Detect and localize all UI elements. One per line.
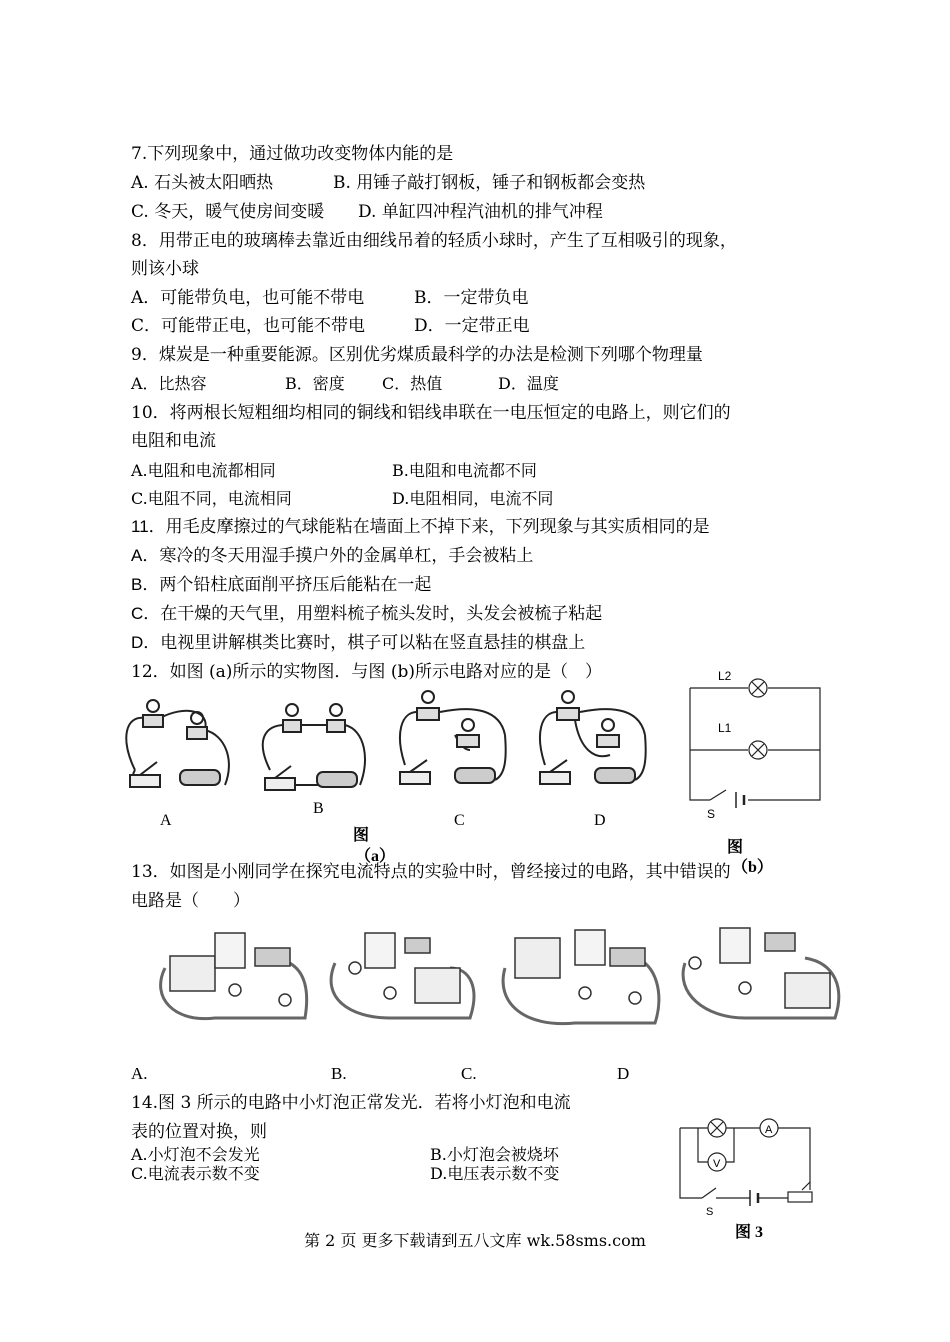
- q12-fig-a-caption-2: （a）: [355, 848, 396, 865]
- q7-stem: 7.下列现象中，通过做功改变物体内能的是: [131, 144, 454, 164]
- q13-circuit-a: [161, 933, 307, 1019]
- q14-ammeter-label: A: [765, 1124, 773, 1136]
- q14-stem-2: 表的位置对换，则: [131, 1122, 267, 1142]
- q13-label-c: C.: [461, 1064, 477, 1083]
- q12-figure-a: [115, 690, 655, 800]
- q10-stem-1: 10．将两根长短粗细均相同的铜线和铝线串联在一电压恒定的电路上，则它们的: [131, 403, 731, 423]
- q10-option-d: D.电阻相同，电流不同: [392, 489, 554, 508]
- q12-fig-b-caption-2: （b）: [732, 859, 773, 876]
- page-footer: 第 2 页 更多下载请到五八文库 wk.58sms.com: [304, 1231, 646, 1250]
- q13-circuit-b: [331, 933, 474, 1018]
- q9-option-d: D．温度: [498, 374, 559, 393]
- q9-stem: 9．煤炭是一种重要能源。区别优劣煤质最科学的办法是检测下列哪个物理量: [131, 345, 703, 365]
- q10-stem-2: 电阻和电流: [131, 431, 216, 451]
- q13-label-d: D: [617, 1064, 630, 1083]
- q14-option-d: D.电压表示数不变: [430, 1164, 560, 1183]
- q13-label-b: B.: [331, 1064, 347, 1083]
- q12-fig-b-l2: L2: [718, 669, 732, 683]
- q9-option-b: B．密度: [285, 374, 345, 393]
- q13-circuit-d: [683, 928, 839, 1018]
- q14-option-c: C.电流表示数不变: [131, 1164, 260, 1183]
- q12-label-d: D: [594, 812, 606, 829]
- q8-option-b: B．一定带负电: [414, 288, 529, 308]
- q14-stem-1: 14.图 3 所示的电路中小灯泡正常发光．若将小灯泡和电流: [131, 1093, 571, 1113]
- q12-figure-b: [680, 660, 830, 820]
- q9-option-a: A．比热容: [131, 374, 207, 393]
- q12-label-c: C: [454, 812, 465, 829]
- q12-label-a: A: [160, 812, 172, 829]
- q8-stem-1: 8．用带正电的玻璃棒去靠近由细线吊着的轻质小球时，产生了互相吸引的现象，: [131, 231, 737, 251]
- q13-stem-1: 13．如图是小刚同学在探究电流特点的实验中时，曾经接过的电路，其中错误的: [131, 862, 731, 882]
- q14-switch-label: S: [706, 1206, 714, 1218]
- q8-option-c: C．可能带正电，也可能不带电: [131, 316, 366, 336]
- q12-circuit-a: [126, 700, 229, 787]
- q12-label-b: B: [313, 800, 324, 817]
- q13-label-a: A.: [131, 1064, 148, 1083]
- q11-option-a: A．寒冷的冬天用湿手摸户外的金属单杠，手会被粘上: [131, 546, 534, 565]
- q10-option-b: B.电阻和电流都不同: [392, 461, 537, 480]
- q14-figure-3: [670, 1110, 820, 1220]
- q10-option-c: C.电阻不同，电流相同: [131, 489, 292, 508]
- q12-fig-a-caption-1: 图: [353, 827, 370, 844]
- q14-voltmeter-label: V: [713, 1158, 721, 1170]
- q14-option-a: A.小灯泡不会发光: [131, 1145, 260, 1164]
- q13-figure: [145, 918, 845, 1036]
- q8-stem-2: 则该小球: [131, 259, 199, 279]
- q7-option-d: D. 单缸四冲程汽油机的排气冲程: [358, 202, 603, 222]
- q12-fig-b-s: S: [707, 807, 716, 820]
- q7-option-b: B. 用锤子敲打钢板，锤子和钢板都会变热: [333, 173, 646, 193]
- q12-circuit-c: [400, 691, 506, 784]
- q9-option-c: C．热值: [382, 374, 443, 393]
- q10-option-a: A.电阻和电流都相同: [131, 461, 276, 480]
- q8-option-d: D．一定带正电: [414, 316, 530, 336]
- q11-option-c: C．在干燥的天气里，用塑料梳子梳头发时，头发会被梳子粘起: [131, 604, 603, 623]
- q13-stem-2: 电路是（ ）: [131, 891, 250, 911]
- q8-option-a: A．可能带负电，也可能不带电: [131, 288, 365, 308]
- q12-fig-b-l1: L1: [718, 721, 732, 735]
- q14-fig-caption: 图 3: [735, 1224, 764, 1241]
- q14-option-b: B.小灯泡会被烧坏: [430, 1145, 559, 1164]
- q11-option-b: B．两个铅柱底面削平挤压后能粘在一起: [131, 575, 432, 594]
- q12-circuit-d: [540, 691, 646, 784]
- q11-stem: 11．用毛皮摩擦过的气球能粘在墙面上不掉下来，下列现象与其实质相同的是: [131, 517, 710, 536]
- q12-stem: 12．如图 (a)所示的实物图．与图 (b)所示电路对应的是（ ）: [131, 662, 602, 682]
- q11-option-d: D．电视里讲解棋类比赛时，棋子可以粘在竖直悬挂的棋盘上: [131, 633, 586, 652]
- q7-option-a: A. 石头被太阳晒热: [131, 173, 274, 193]
- q13-circuit-c: [503, 930, 659, 1024]
- q12-fig-b-caption-1: 图: [727, 839, 744, 856]
- q12-circuit-b: [263, 704, 365, 790]
- q7-option-c: C. 冬天，暖气使房间变暖: [131, 202, 325, 222]
